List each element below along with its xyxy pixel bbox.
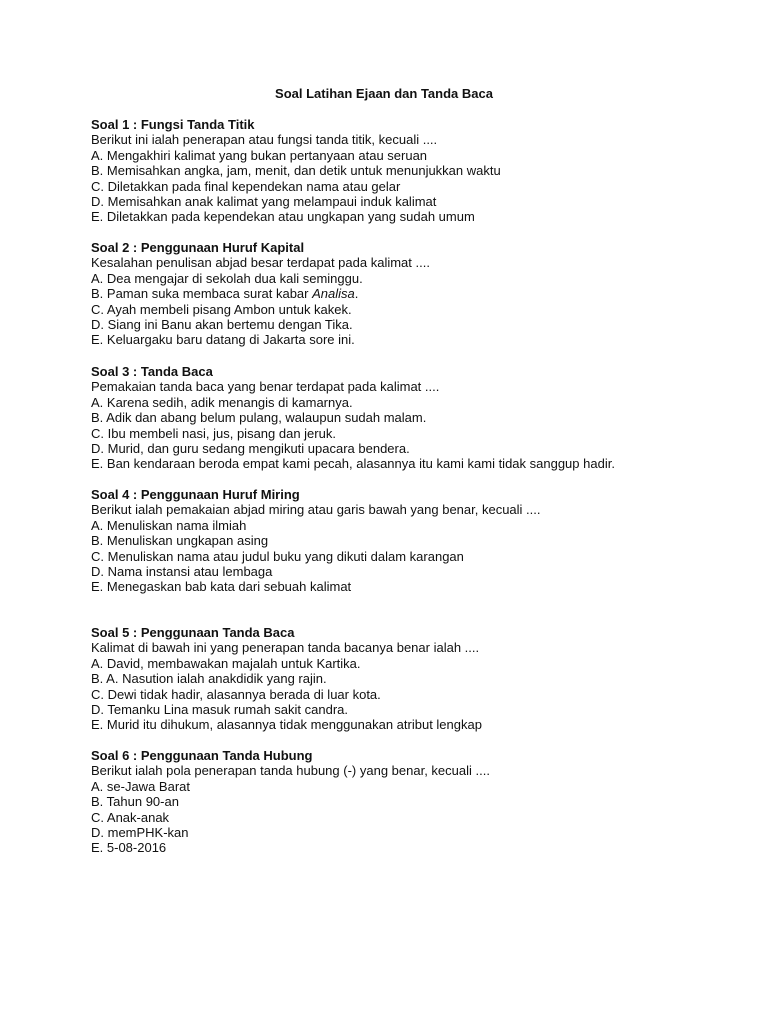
newspaper-name: Analisa: [312, 286, 355, 302]
question-section-6: [91, 748, 731, 856]
question-heading: Soal 4 : Penggunaan Huruf Miring: [91, 487, 300, 502]
answer-option-e: E. 5-08-2016: [91, 840, 167, 856]
answer-option-d: D. Siang ini Banu akan bertemu dengan Tika.: [91, 317, 353, 333]
answer-option-c: C. Anak-anak: [91, 809, 170, 825]
answer-option-b-text: B. Paman suka membaca surat kabar: [91, 286, 313, 302]
answer-option-a: A. David, membawakan majalah untuk Kartika.: [91, 655, 361, 671]
question-text: Pemakaian tanda baca yang benar terdapat pada kalimat ....: [91, 379, 440, 395]
question-text: Berikut ialah pemakaian abjad miring atau garis bawah yang benar, kecuali ....: [91, 502, 541, 518]
question-section-5: [91, 625, 731, 733]
answer-option-e: E. Diletakkan pada kependekan atau ungkapan yang sudah umum: [91, 209, 475, 225]
question-heading: Soal 5 : Penggunaan Tanda Baca: [91, 625, 295, 640]
document-title: Soal Latihan Ejaan dan Tanda Baca: [275, 86, 493, 101]
answer-option-a: A. Dea mengajar di sekolah dua kali seminggu.: [91, 270, 363, 286]
answer-option-d: D. memPHK-kan: [91, 825, 189, 841]
answer-option-b: B. Menuliskan ungkapan asing: [91, 533, 269, 549]
answer-option-b: [91, 286, 731, 301]
answer-option-c: C. Ayah membeli pisang Ambon untuk kakek.: [91, 301, 352, 317]
answer-option-c: C. Dewi tidak hadir, alasannya berada di luar kota.: [91, 686, 381, 702]
answer-option-d: D. Temanku Lina masuk rumah sakit candra.: [91, 702, 348, 718]
answer-option-a: A. Menuliskan nama ilmiah: [91, 517, 247, 533]
answer-option-b: B. Tahun 90-an: [91, 794, 179, 810]
answer-option-d: D. Nama instansi atau lembaga: [91, 564, 273, 580]
answer-option-e: E. Murid itu dihukum, alasannya tidak menggunakan atribut lengkap: [91, 717, 482, 733]
answer-option-b: B. Memisahkan angka, jam, menit, dan detik untuk menunjukkan waktu: [91, 163, 501, 179]
answer-option-c: C. Menuliskan nama atau judul buku yang dikuti dalam karangan: [91, 548, 464, 564]
answer-option-a: A. Mengakhiri kalimat yang bukan pertanyaan atau seruan: [91, 147, 428, 163]
question-heading: Soal 6 : Penggunaan Tanda Hubung: [91, 748, 313, 763]
question-heading: Soal 1 : Fungsi Tanda Titik: [91, 117, 255, 132]
question-heading: Soal 2 : Penggunaan Huruf Kapital: [91, 240, 305, 255]
answer-option-c: C. Diletakkan pada final kependekan nama atau gelar: [91, 178, 401, 194]
answer-option-a: A. se-Jawa Barat: [91, 778, 190, 794]
answer-option-e: E. Ban kendaraan beroda empat kami pecah, alasannya itu kami kami tidak sanggup hadir.: [91, 456, 615, 472]
answer-option-b: B. A. Nasution ialah anakdidik yang rajin.: [91, 671, 327, 687]
answer-option-d: D. Murid, dan guru sedang mengikuti upacara bendera.: [91, 441, 410, 457]
question-section-4: [91, 487, 731, 595]
answer-option-e: E. Menegaskan bab kata dari sebuah kalimat: [91, 579, 352, 595]
answer-option-a: A. Karena sedih, adik menangis di kamarnya.: [91, 394, 353, 410]
sentence-end: .: [354, 286, 359, 302]
answer-option-c: C. Ibu membeli nasi, jus, pisang dan jeruk.: [91, 425, 336, 441]
question-text: Kesalahan penulisan abjad besar terdapat pada kalimat ....: [91, 255, 430, 271]
answer-option-d: D. Memisahkan anak kalimat yang melampaui induk kalimat: [91, 194, 437, 210]
question-section-3: [91, 364, 731, 472]
answer-option-e: E. Keluargaku baru datang di Jakarta sore ini.: [91, 332, 355, 348]
answer-option-b: B. Adik dan abang belum pulang, walaupun sudah malam.: [91, 410, 427, 426]
question-section-2: [91, 240, 731, 348]
question-text: Berikut ialah pola penerapan tanda hubung (-) yang benar, kecuali ....: [91, 763, 490, 779]
question-heading: Soal 3 : Tanda Baca: [91, 364, 213, 379]
question-section-1: [91, 117, 731, 225]
question-text: Berikut ini ialah penerapan atau fungsi tanda titik, kecuali ....: [91, 132, 438, 148]
question-text: Kalimat di bawah ini yang penerapan tanda bacanya benar ialah ....: [91, 640, 480, 656]
